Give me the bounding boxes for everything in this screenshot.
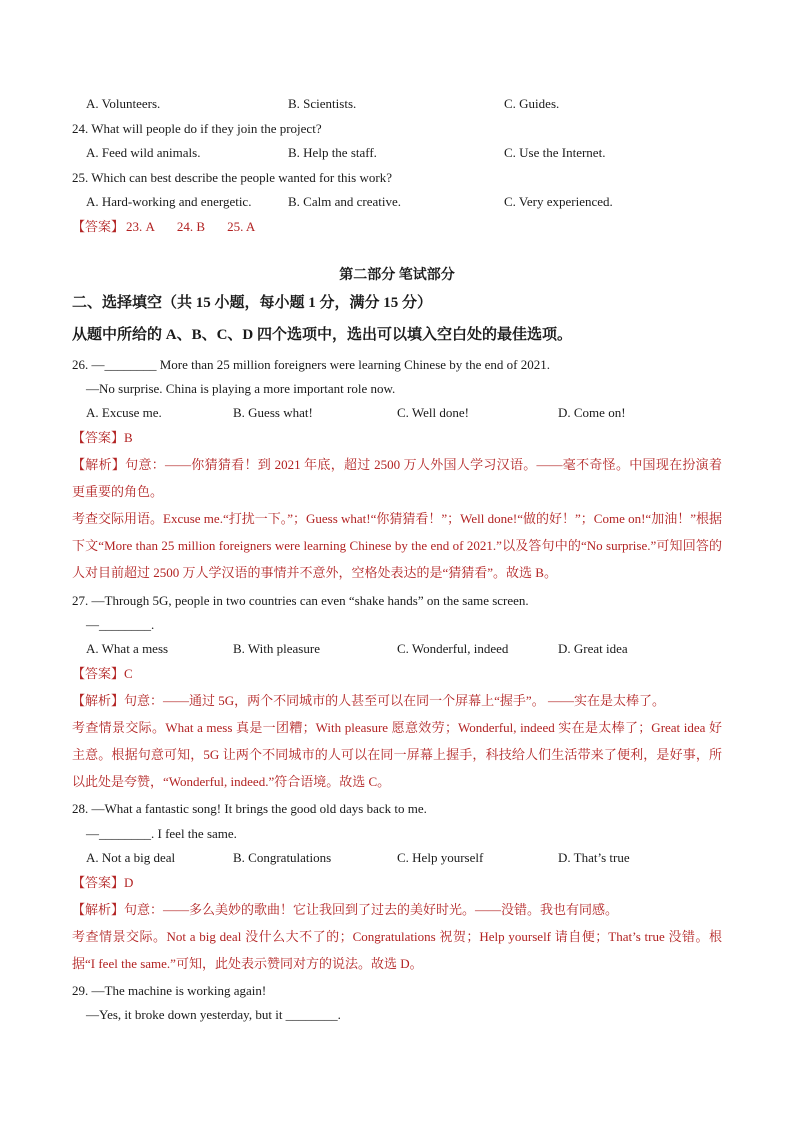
q25-option-b: B. Calm and creative. xyxy=(288,194,401,209)
q28-option-d: D. That’s true xyxy=(558,850,630,865)
q26-explain: 考查交际用语。Excuse me.“打扰一下。”；Guess what!“你猜猜看！”；Well done!“做的好！”；Come on!“加油！”根据下文“More than 25 million foreigners were learning Chinese by the end of 2021.”以及答句中的“No surprise.”可知回答的人对目前超过 2500 万人学汉语的事情并不意外，空格处表达的是“猜猜看”。故选 B。 xyxy=(72,511,722,580)
q27-option-c: C. Wonderful, indeed xyxy=(397,641,509,656)
q28-option-b: B. Congratulations xyxy=(233,850,332,865)
q28-analysis xyxy=(72,896,722,923)
answer-label: 【答案】 xyxy=(72,875,125,890)
q28-reply: —________. I feel the same. xyxy=(86,826,237,841)
section-heading: 二、选择填空（共 15 小题，每小题 1 分，满分 15 分） xyxy=(72,295,433,311)
q27-option-d: D. Great idea xyxy=(558,641,628,656)
q25-option-a: A. Hard-working and energetic. xyxy=(86,194,252,209)
section-instruction: 从题中所给的 A、B、C、D 四个选项中，选出可以填入空白处的最佳选项。 xyxy=(72,327,573,343)
answer-25: 25. A xyxy=(227,219,256,234)
q27-answer xyxy=(72,666,133,682)
q25-stem: 25. Which can best describe the people wanted for this work? xyxy=(72,170,392,185)
q26-stem: 26. —________ More than 25 million foreigners were learning Chinese by the end of 2021. xyxy=(72,357,551,372)
q26-option-c: C. Well done! xyxy=(397,405,470,420)
analysis-label: 【解析】 xyxy=(72,693,125,708)
q28-answer xyxy=(72,875,133,891)
q27-analysis xyxy=(72,687,722,714)
answer-23: 23. A xyxy=(126,219,155,234)
q26-answer xyxy=(72,430,133,446)
q24-stem: 24. What will people do if they join the project? xyxy=(72,121,322,136)
answer-label: 【答案】 xyxy=(72,666,125,681)
q26-reply: —No surprise. China is playing a more important role now. xyxy=(86,381,396,396)
q27-option-a: A. What a mess xyxy=(86,641,169,656)
q23-option-c: C. Guides. xyxy=(504,96,560,111)
q28-explain: 考查情景交际。Not a big deal 没什么大不了的；Congratulations 祝贺；Help yourself 请自便；That’s true 没错。根据“I feel the same.”可知，此处表示赞同对方的说法。故选 D。 xyxy=(72,929,722,971)
answer-value: C xyxy=(124,666,133,681)
q24-option-c: C. Use the Internet. xyxy=(504,145,606,160)
q24-option-a: A. Feed wild animals. xyxy=(86,145,201,160)
q26-option-b: B. Guess what! xyxy=(233,405,313,420)
q29-reply: —Yes, it broke down yesterday, but it ________. xyxy=(86,1007,341,1022)
analysis-text: 句意：——你猜猜看！到 2021 年底，超过 2500 万人外国人学习汉语。——毫不奇怪。中国现在扮演着更重要的角色。 xyxy=(72,457,722,499)
answer-label: 【答案】 xyxy=(72,430,125,445)
q27-stem: 27. —Through 5G, people in two countries can even “shake hands” on the same screen. xyxy=(72,593,529,608)
answer-value: D xyxy=(124,875,134,890)
answer-24: 24. B xyxy=(176,219,206,234)
q23-option-a: A. Volunteers. xyxy=(86,96,161,111)
answer-label: 【答案】 xyxy=(72,219,125,234)
analysis-text: 句意：——多么美妙的歌曲！它让我回到了过去的美好时光。——没错。我也有同感。 xyxy=(124,902,619,917)
q28-stem: 28. —What a fantastic song! It brings the good old days back to me. xyxy=(72,801,427,816)
analysis-text: 句意：——通过 5G，两个不同城市的人甚至可以在同一个屏幕上“握手”。 ——实在是太棒了。 xyxy=(124,693,665,708)
q27-option-b: B. With pleasure xyxy=(233,641,320,656)
q28-option-a: A. Not a big deal xyxy=(86,850,176,865)
q23-option-b: B. Scientists. xyxy=(288,96,357,111)
q26-option-a: A. Excuse me. xyxy=(86,405,162,420)
q29-stem: 29. —The machine is working again! xyxy=(72,983,267,998)
q24-option-b: B. Help the staff. xyxy=(288,145,377,160)
q27-explain: 考查情景交际。What a mess 真是一团糟；With pleasure 愿意效劳；Wonderful, indeed 实在是太棒了；Great idea 好主意。根据句意可知，5G 让两个不同城市的人可以在同一屏幕上握手，科技给人们生活带来了便利，是好事，所以此处是夸赞，“Wonderful, indeed.”符合语境。故选 C。 xyxy=(72,720,722,789)
answers-23-25 xyxy=(72,219,255,235)
q25-option-c: C. Very experienced. xyxy=(504,194,613,209)
q28-option-c: C. Help yourself xyxy=(397,850,484,865)
q26-option-d: D. Come on! xyxy=(558,405,626,420)
section-title: 第二部分 笔试部分 xyxy=(339,268,455,283)
analysis-label: 【解析】 xyxy=(72,902,125,917)
q27-reply: —________. xyxy=(86,617,155,632)
analysis-label: 【解析】 xyxy=(72,457,126,472)
answer-value: B xyxy=(124,430,133,445)
q26-analysis xyxy=(72,451,722,505)
